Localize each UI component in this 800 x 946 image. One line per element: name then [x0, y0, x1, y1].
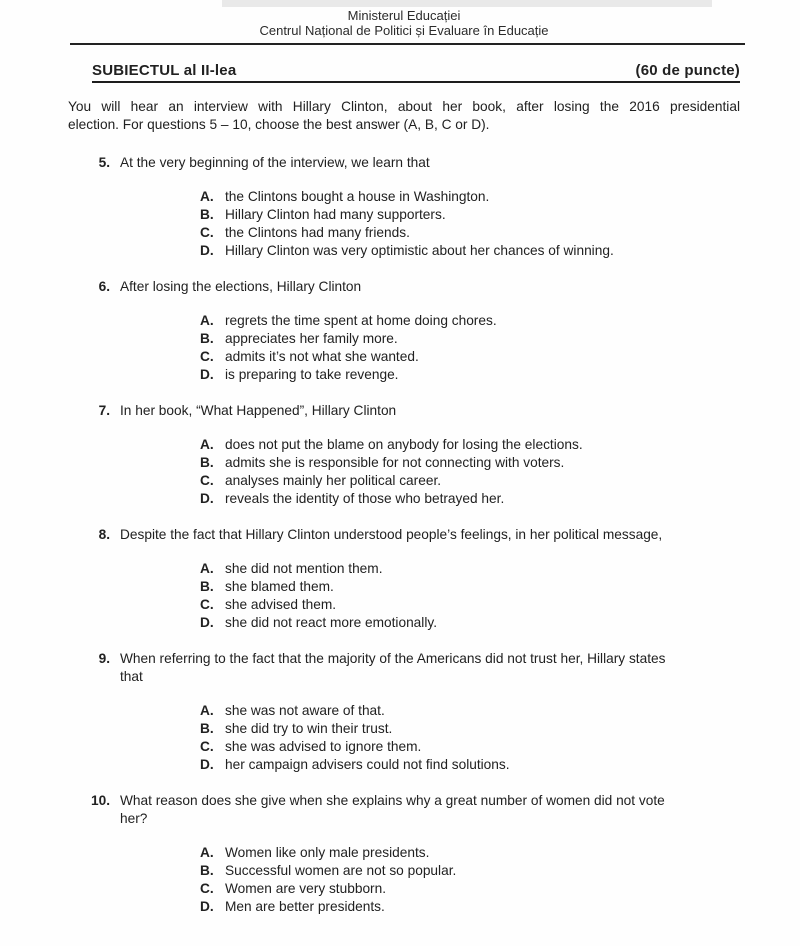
question-number: 9. — [98, 651, 110, 666]
option-list — [200, 436, 740, 508]
option-row — [200, 366, 740, 384]
option-row — [200, 738, 740, 756]
option-row — [200, 206, 740, 224]
option-text: her campaign advisers could not find solutions. — [225, 757, 510, 772]
question-list — [68, 154, 740, 916]
option-text: she did not react more emotionally. — [225, 615, 438, 630]
option-letter: D. — [200, 899, 214, 914]
option-text: she blamed them. — [225, 579, 334, 594]
question-number: 7. — [98, 403, 110, 418]
option-letter: A. — [200, 561, 214, 576]
option-letter: C. — [200, 881, 214, 896]
option-text: the Clintons bought a house in Washington. — [225, 189, 490, 204]
section-heading — [92, 62, 740, 83]
option-letter: A. — [200, 189, 214, 204]
option-letter: B. — [200, 863, 214, 878]
question-5 — [68, 154, 740, 260]
option-text: Women are very stubborn. — [225, 881, 387, 896]
option-row — [200, 454, 740, 472]
option-letter: A. — [200, 313, 214, 328]
option-letter: A. — [200, 703, 214, 718]
option-list — [200, 312, 740, 384]
option-row — [200, 224, 740, 242]
option-text: she advised them. — [225, 597, 337, 612]
scan-artifact-band — [222, 0, 712, 7]
header-rule — [70, 43, 745, 45]
document-header — [68, 8, 740, 38]
option-row — [200, 596, 740, 614]
option-row — [200, 880, 740, 898]
option-row — [200, 348, 740, 366]
option-text: she was not aware of that. — [225, 703, 385, 718]
option-letter: B. — [200, 331, 214, 346]
option-text: Hillary Clinton was very optimistic about her chances of winning. — [225, 243, 614, 258]
option-text: she did not mention them. — [225, 561, 383, 576]
instructions-line: election. For questions 5 – 10, choose the best answer (A, B, C or D). — [68, 117, 490, 132]
option-text: admits it’s not what she wanted. — [225, 349, 419, 364]
option-row — [200, 242, 740, 260]
question-6 — [68, 278, 740, 384]
question-number: 5. — [98, 155, 110, 170]
option-list — [200, 702, 740, 774]
option-text: regrets the time spent at home doing chores. — [225, 313, 497, 328]
question-text: When referring to the fact that the majority of the Americans did not trust her, Hillary states — [120, 651, 666, 666]
option-letter: B. — [200, 207, 214, 222]
option-letter: C. — [200, 597, 214, 612]
option-text: Men are better presidents. — [225, 899, 385, 914]
option-row — [200, 702, 740, 720]
option-row — [200, 844, 740, 862]
question-number: 6. — [98, 279, 110, 294]
option-letter: D. — [200, 757, 214, 772]
question-text: her? — [120, 811, 148, 826]
option-list — [200, 188, 740, 260]
ministry-name: Ministerul Educației — [347, 8, 461, 23]
option-letter: B. — [200, 455, 214, 470]
option-row — [200, 472, 740, 490]
option-text: Women like only male presidents. — [225, 845, 430, 860]
question-text: that — [120, 669, 143, 684]
option-row — [200, 188, 740, 206]
question-text: At the very beginning of the interview, we learn that — [120, 155, 430, 170]
option-row — [200, 578, 740, 596]
option-text: Successful women are not so popular. — [225, 863, 457, 878]
option-text: she was advised to ignore them. — [225, 739, 422, 754]
instructions-paragraph — [68, 98, 740, 134]
option-letter: C. — [200, 225, 214, 240]
option-letter: C. — [200, 473, 214, 488]
option-letter: C. — [200, 349, 214, 364]
option-row — [200, 490, 740, 508]
option-letter: B. — [200, 721, 214, 736]
option-list — [200, 560, 740, 632]
option-row — [200, 756, 740, 774]
option-letter: D. — [200, 243, 214, 258]
question-text: What reason does she give when she explains why a great number of women did not vote — [120, 793, 665, 808]
option-row — [200, 898, 740, 916]
option-letter: B. — [200, 579, 214, 594]
option-text: admits she is responsible for not connecting with voters. — [225, 455, 565, 470]
option-row — [200, 560, 740, 578]
instructions-line: You will hear an interview with Hillary Clinton, about her book, after losing the 2016 presidential — [68, 99, 740, 114]
option-letter: C. — [200, 739, 214, 754]
question-text: In her book, “What Happened”, Hillary Clinton — [120, 403, 397, 418]
question-8 — [68, 526, 740, 632]
question-10 — [68, 792, 740, 916]
question-text: After losing the elections, Hillary Clinton — [120, 279, 362, 294]
option-text: the Clintons had many friends. — [225, 225, 410, 240]
option-text: reveals the identity of those who betrayed her. — [225, 491, 505, 506]
option-text: analyses mainly her political career. — [225, 473, 442, 488]
option-row — [200, 614, 740, 632]
question-number: 10. — [90, 793, 110, 808]
option-list — [200, 844, 740, 916]
option-row — [200, 312, 740, 330]
section-title: SUBIECTUL al II-lea — [92, 62, 237, 79]
option-row — [200, 862, 740, 880]
institution-name: Centrul Național de Politici și Evaluare în Educație — [259, 23, 549, 38]
option-letter: D. — [200, 367, 214, 382]
option-letter: A. — [200, 845, 214, 860]
question-9 — [68, 650, 740, 774]
question-text: Despite the fact that Hillary Clinton understood people’s feelings, in her political message, — [120, 527, 663, 542]
question-7 — [68, 402, 740, 508]
option-letter: D. — [200, 615, 214, 630]
option-row — [200, 720, 740, 738]
option-text: appreciates her family more. — [225, 331, 398, 346]
option-row — [200, 436, 740, 454]
option-text: Hillary Clinton had many supporters. — [225, 207, 446, 222]
option-letter: D. — [200, 491, 214, 506]
option-text: is preparing to take revenge. — [225, 367, 399, 382]
option-row — [200, 330, 740, 348]
option-letter: A. — [200, 437, 214, 452]
option-text: she did try to win their trust. — [225, 721, 393, 736]
option-text: does not put the blame on anybody for losing the elections. — [225, 437, 583, 452]
section-points: (60 de puncte) — [635, 62, 740, 79]
question-number: 8. — [98, 527, 110, 542]
